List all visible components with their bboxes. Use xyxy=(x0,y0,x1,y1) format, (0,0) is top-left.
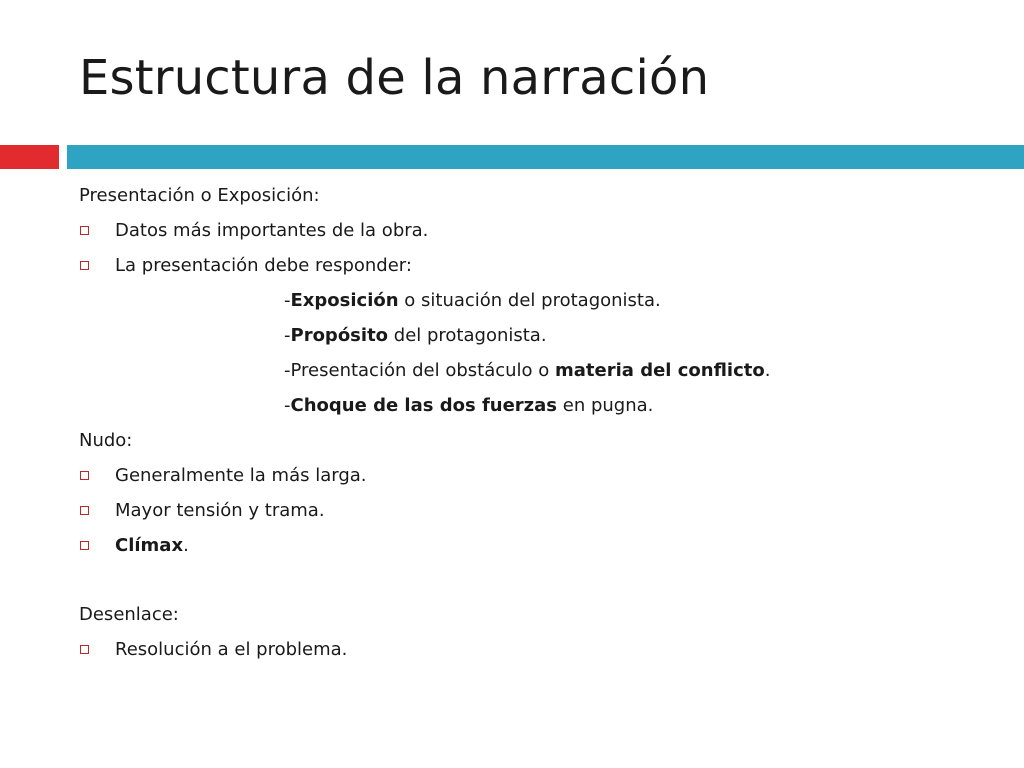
list-item xyxy=(79,528,979,563)
square-bullet-icon xyxy=(80,506,89,515)
list-item-bold: Clímax xyxy=(115,535,184,556)
sub-item-rest: del protagonista. xyxy=(388,325,547,346)
sub-item-bold: Propósito xyxy=(290,325,389,346)
list-item-text: Resolución a el problema. xyxy=(115,639,348,660)
sub-item-dash: - xyxy=(284,325,291,346)
sub-item-obstaculo xyxy=(79,353,979,388)
list-item-text: Datos más importantes de la obra. xyxy=(115,220,429,241)
accent-bar-blue xyxy=(67,145,1024,169)
sub-item-post: . xyxy=(764,360,771,381)
list-item xyxy=(79,248,979,283)
sub-item-rest: o situación del protagonista. xyxy=(398,290,661,311)
sub-item-proposito xyxy=(79,318,979,353)
sub-item-choque xyxy=(79,388,979,423)
sub-item-bold: Exposición xyxy=(290,290,399,311)
list-item-text: Generalmente la más larga. xyxy=(115,465,367,486)
heading-text: Desenlace: xyxy=(79,604,179,625)
square-bullet-icon xyxy=(80,226,89,235)
list-item xyxy=(79,632,979,667)
square-bullet-icon xyxy=(80,471,89,480)
section-heading-nudo xyxy=(79,423,979,458)
square-bullet-icon xyxy=(80,261,89,270)
slide-content xyxy=(79,178,979,667)
sub-item-rest: en pugna. xyxy=(557,395,654,416)
list-item-text: Mayor tensión y trama. xyxy=(115,500,325,521)
sub-item-pre: -Presentación del obstáculo o xyxy=(284,360,556,381)
sub-item-dash: - xyxy=(284,290,291,311)
list-item-text: La presentación debe responder: xyxy=(115,255,412,276)
list-item xyxy=(79,213,979,248)
square-bullet-icon xyxy=(80,645,89,654)
sub-item-dash: - xyxy=(284,395,291,416)
sub-item-bold: materia del conflicto xyxy=(555,360,765,381)
section-heading-presentacion xyxy=(79,178,979,213)
sub-item-exposicion xyxy=(79,283,979,318)
square-bullet-icon xyxy=(80,541,89,550)
section-heading-desenlace xyxy=(79,597,979,632)
list-item-post: . xyxy=(183,535,189,556)
slide-title: Estructura de la narración xyxy=(79,50,710,106)
list-item xyxy=(79,458,979,493)
heading-text: Presentación o Exposición: xyxy=(79,185,320,206)
list-item xyxy=(79,493,979,528)
spacer xyxy=(79,563,979,597)
accent-bar-red xyxy=(0,145,59,169)
sub-item-bold: Choque de las dos fuerzas xyxy=(290,395,558,416)
heading-text: Nudo: xyxy=(79,430,133,451)
